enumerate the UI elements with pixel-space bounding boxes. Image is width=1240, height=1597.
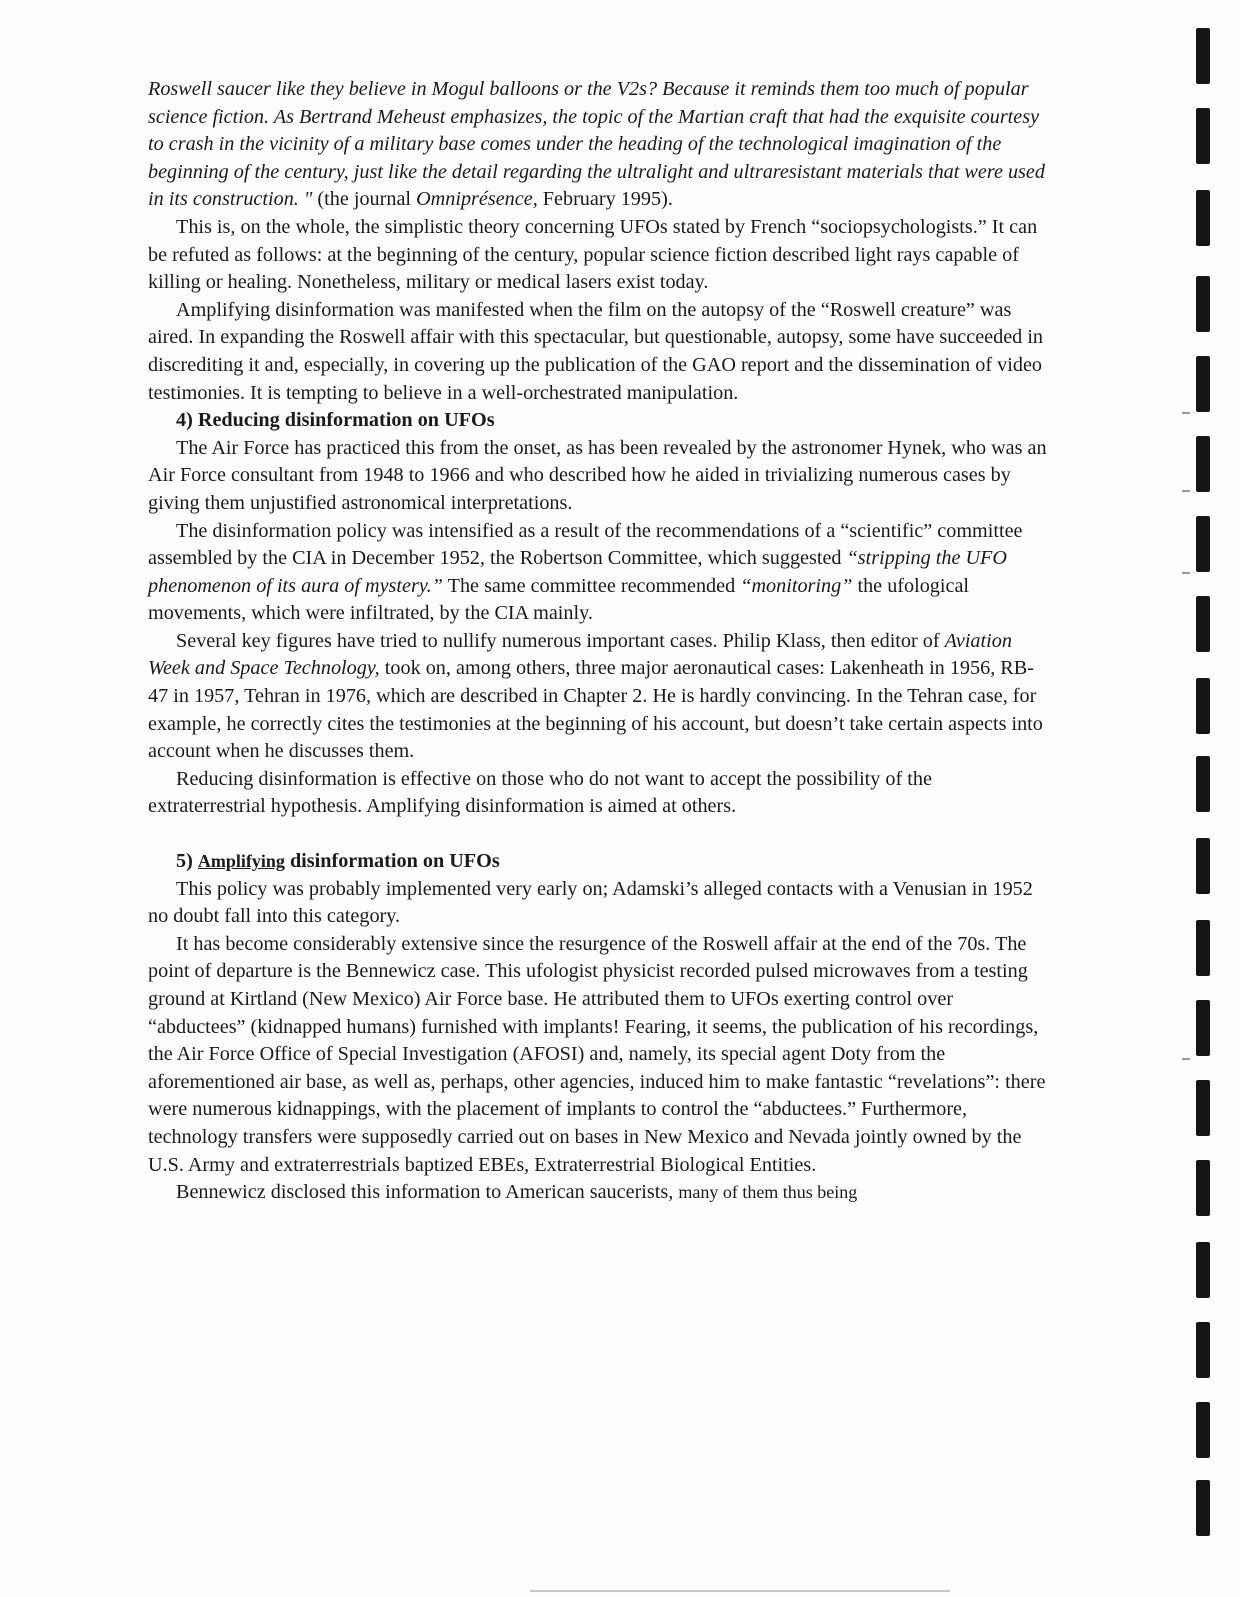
binding-hole-mark xyxy=(1196,1402,1210,1458)
paragraph-reducing-effective: Reducing disinformation is effective on those who do not want to accept the possibility of the extraterrestrial hypothesis. Amplifying disinformation is aimed at others. xyxy=(148,767,932,818)
binding-hole-mark xyxy=(1196,756,1210,812)
text-run: The same committee recommended xyxy=(442,574,741,597)
italic-quote: “monitoring” xyxy=(740,574,853,597)
heading-rest: disinformation on UFOs xyxy=(284,850,500,873)
paragraph-amplifying-roswell: Amplifying disinformation was manifested when the film on the autopsy of the “Roswell creature” was aired. In expanding the Roswell affair with this spectacular, but questionable, autopsy, some have succeeded in discrediting it and, especially, in covering up the publication of the GAO report and the dissemination of video testimonies. It is tempting to believe in a well-orchestrated manipulation. xyxy=(148,298,1044,404)
binding-hole-mark xyxy=(1196,678,1210,734)
binding-hole-mark xyxy=(1196,1080,1210,1136)
citation-date: February 1995). xyxy=(537,188,673,211)
paragraph-adamski: This policy was probably implemented very early on; Adamski’s alleged contacts with a Venusian in 1952 no doubt fall into this category. xyxy=(148,877,1033,928)
binding-hole-mark xyxy=(1196,516,1210,572)
text-run: took on, among others, three major aeronautical cases: Lakenheath in 1956, RB-47 in 1957, Tehran in 1976, which are described in Chapter 2. He is hardly convincing. In the Tehran case, for example, he correctly cites the testimonies at the beginning of his account, but doesn’t take certain aspects into account when he discusses them. xyxy=(148,657,1043,763)
italic-quote: Roswell saucer like they believe in Mogul balloons or the V2s? Because it reminds them too much of popular science fiction. As Bertrand Meheust emphasizes, the topic of the Martian craft that had the exquisite courtesy to crash in the vicinity of a military base comes under the heading of the technological imagination of the beginning of the century, just like the detail regarding the ultralight and ultraresistant materials that were used in its construction. " xyxy=(148,78,1045,211)
paragraph-bennewicz-disclosed xyxy=(148,1179,1048,1207)
scan-speck xyxy=(1182,490,1190,492)
binding-hole-mark xyxy=(1196,1242,1210,1298)
binding-hole-mark xyxy=(1196,28,1210,84)
text-run: The disinformation policy was intensified as a result of the recommendations of a “scientific” committee assembled by the CIA in December 1952, the Robertson Committee, which suggested xyxy=(148,519,1023,570)
text-run: the ufological movements, which were infiltrated, by the CIA mainly. xyxy=(148,574,970,625)
scan-speck xyxy=(1182,572,1190,574)
paragraph-robertson-committee xyxy=(148,518,1048,628)
binding-hole-mark xyxy=(1196,920,1210,976)
binding-hole-mark xyxy=(1196,436,1210,492)
heading-underlined-word: Amplifying xyxy=(197,851,285,872)
binding-hole-mark xyxy=(1196,276,1210,332)
body-text xyxy=(148,76,1048,1207)
heading-number: 5) xyxy=(176,850,198,873)
paragraph-quote-continuation xyxy=(148,76,1048,214)
paragraph-simplistic-theory: This is, on the whole, the simplistic theory concerning UFOs stated by French “sociopsychologists.” It can be refuted as follows: at the beginning of the century, popular science fiction described light rays capable of killing or healing. Nonetheless, military or medical lasers exist today. xyxy=(148,215,1038,294)
paragraph-bennewicz-case: It has become considerably extensive since the resurgence of the Roswell affair at the end of the 70s. The point of departure is the Bennewicz case. This ufologist physicist recorded pulsed microwaves from a testing ground at Kirtland (New Mexico) Air Force base. He attributed them to UFOs exerting control over “abductees” (kidnapped humans) furnished with implants! Fearing, it seems, the publication of his recordings, the Air Force Office of Special Investigation (AFOSI) and, namely, its special agent Doty from the aforementioned air base, as well as, perhaps, other agencies, induced him to make fantastic “revelations”: there were numerous kidnappings, with the placement of implants to control the “abductees.” Furthermore, technology transfers were supposedly carried out on bases in New Mexico and Nevada jointly owned by the U.S. Army and extraterrestrials baptized EBEs, Extraterrestrial Biological Entities. xyxy=(148,932,1046,1176)
binding-hole-mark xyxy=(1196,1160,1210,1216)
section-heading-5 xyxy=(148,848,1048,876)
binding-hole-mark xyxy=(1196,1322,1210,1378)
scan-speck xyxy=(1182,1058,1190,1060)
paragraph-air-force-hynek: The Air Force has practiced this from the onset, as has been revealed by the astronomer Hynek, who was an Air Force consultant from 1948 to 1966 and who described how he aided in trivializing numerous cases by giving them unjustified astronomical interpretations. xyxy=(148,436,1047,514)
citation-text: (the journal xyxy=(312,188,417,211)
journal-title: Omniprésence, xyxy=(416,188,538,211)
binding-hole-mark xyxy=(1196,838,1210,894)
binding-hole-mark xyxy=(1196,190,1210,246)
italic-quote: “stripping the UFO phenomenon of its aura of mystery.” xyxy=(148,547,1007,597)
binding-hole-mark xyxy=(1196,596,1210,652)
binding-hole-mark xyxy=(1196,108,1210,164)
magazine-title: Aviation Week and Space Technology, xyxy=(148,629,1012,680)
binding-hole-mark xyxy=(1196,356,1210,412)
binding-hole-mark xyxy=(1196,1480,1210,1536)
section-heading-4: 4) Reducing disinformation on UFOs xyxy=(176,409,495,432)
text-run: Several key figures have tried to nullify numerous important cases. Philip Klass, then editor of xyxy=(176,629,945,652)
paragraph-philip-klass xyxy=(148,628,1048,766)
scan-speck xyxy=(1182,412,1190,414)
text-run: Bennewicz disclosed this information to American saucerists, xyxy=(176,1181,679,1204)
binding-hole-mark xyxy=(1196,1000,1210,1056)
page-bottom-edge xyxy=(530,1590,950,1592)
text-run-small: many of them thus being xyxy=(678,1182,858,1203)
